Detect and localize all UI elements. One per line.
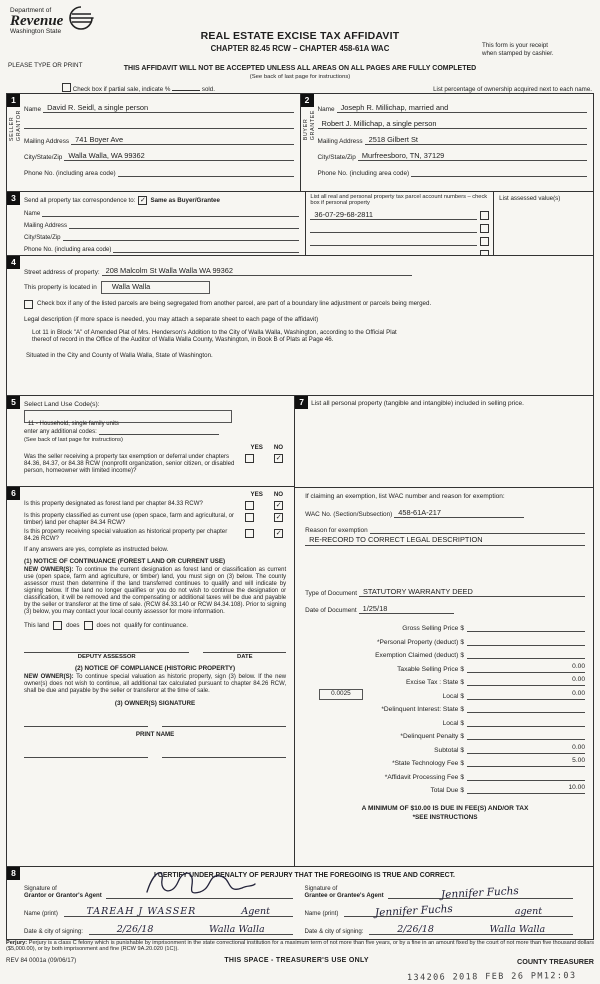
personal-property-box [295,396,593,488]
this-land-label: This land [24,622,50,629]
affidavit-processing-fee-row: *Affidavit Processing Fee $ [305,772,585,781]
reason-value-field[interactable]: RE-RECORD TO CORRECT LEGAL DESCRIPTION [305,535,585,546]
buyer-name-row [318,100,588,113]
seller-name2-row [24,116,294,129]
segregated-label: Check box if any of the listed parcels are being segregated from another parcel, are part of a boundary line adjustment or parcels being merged. [37,300,432,307]
deputy-assessor-label: DEPUTY ASSESSOR [77,654,136,660]
assessed-value-column [494,192,593,255]
current-use-yes-checkbox[interactable] [245,513,254,522]
legal-line-2: thereof of record in the Office of the Auditor of Walla Walla County, Washington, in Book B of Plats at Page 46. [32,336,334,344]
parcel-header: List all real and personal property tax parcel account numbers – check box if personal property [310,194,488,207]
reason-field[interactable] [370,522,585,534]
taxable-selling-price-row: Taxable Selling Price $ 0.00 [397,662,585,673]
buyer-csz-row [318,148,588,161]
grantee-date-row [305,921,574,935]
owner-signature-line-1[interactable] [24,720,148,727]
section-8-number: 8 [7,867,20,880]
corr-mailing-field[interactable] [69,217,299,229]
current-use-question: Is this property classified as current use (open space, farm and agricultural, or timber) land per chapter 84.34 RCW? [24,512,234,526]
does-checkbox[interactable] [53,621,62,630]
seller-name-label: Name [24,106,42,113]
grantee-signature-label: Signature of Grantee or Grantee's Agent [304,885,384,899]
minimum-fee-note: A MINIMUM OF $10.00 IS DUE IN FEE(S) AND/OR TAX [361,805,529,812]
parcel-row-2 [310,223,489,233]
personal-property-checkbox-3[interactable] [480,237,489,246]
deputy-assessor-sign-line[interactable] [24,644,189,653]
seller-csz-label: City/State/Zip [24,154,63,161]
owner-printname-line-2[interactable] [162,751,286,758]
exemption-claimed-field[interactable] [467,649,585,659]
corr-phone-label: Phone No. (including area code) [24,246,112,253]
grantor-date-field[interactable]: 2/26/18 Walla Walla [89,921,293,935]
delinquent-penalty-field[interactable] [467,730,585,740]
grantee-signature-row [304,884,574,902]
section-2-number: 2 [301,94,314,107]
local-tax-row: 0.0025 Local $ 0.00 [305,691,585,700]
historic-boxes [245,528,286,542]
section-1-number: 1 [7,94,20,107]
does-not-checkbox[interactable] [84,621,93,630]
corr-phone-field[interactable] [113,241,299,253]
grantor-date-label: Date & city of signing: [24,928,83,935]
yes-no-header [24,444,286,451]
personal-property-text: List all personal property (tangible and intangible) included in selling price. [311,400,524,407]
historic-yes-checkbox[interactable] [245,529,254,538]
logo-revenue-line: Revenue [10,13,64,29]
corr-name-label: Name [24,210,41,217]
treasurer-stamp: 134206 2018 FEB 26 PM12:03 [406,970,577,984]
section-5-number: 5 [7,396,20,409]
owner-signature-lines [24,720,286,727]
section-4-number: 4 [7,256,20,269]
financial-section [295,396,593,866]
legal-description-text [32,329,585,344]
parcel-number-field[interactable]: 36-07-29-68-2811 [310,210,477,220]
reason-row [305,521,585,534]
corr-phone-row [24,243,299,253]
certify-statement: I CERTIFY UNDER PENALTY OF PERJURY THAT THE FOREGOING IS TRUE AND CORRECT. [154,872,455,879]
money-rows [305,623,585,794]
continuance-lead: NEW OWNER(S): [24,567,74,573]
historic-no-checkbox[interactable]: ✓ [275,530,282,537]
deputy-assessor-col [24,644,189,660]
grantee-signature: Jennifer Fuchs [441,884,520,902]
segregated-row [24,300,585,309]
assessed-value-header: List assessed value(s) [499,195,561,202]
receipt-note-line2: when stamped by cashier. [482,50,554,57]
forest-yes-checkbox[interactable] [245,501,254,510]
no-header-2: NO [273,491,284,498]
corr-csz-row [24,231,299,241]
perjury-lead: Perjury: [6,940,28,946]
buyer-section [300,94,594,191]
historic-question-row [24,528,286,542]
left-column [7,396,295,866]
grantee-name-field[interactable]: Jennifer Fuchs agent [344,903,573,917]
forest-land-question: Is this property designated as forest land per chapter 84.33 RCW? [24,500,203,507]
deputy-date-line[interactable] [203,644,286,653]
please-type-note: PLEASE TYPE OR PRINT [8,62,83,69]
grantee-date-field[interactable]: 2/26/18 Walla Walla [369,921,573,935]
delinquent-interest-local-row: Local $ [305,718,585,727]
signature-columns [24,881,585,935]
buyer-name-label: Name [317,106,335,113]
personal-property-deduct-row: *Personal Property (deduct) $ [305,637,585,646]
buyer-phone-field[interactable] [411,165,587,177]
located-field[interactable]: Walla Walla [101,281,210,294]
forest-land-boxes [245,500,286,510]
personal-property-checkbox-1[interactable] [480,211,489,220]
land-qualify-row [24,621,286,630]
current-use-question-row [24,512,286,526]
compliance-body [24,674,286,695]
state-technology-fee-row: *State Technology Fee $ 5.00 [392,757,585,767]
grantor-date-row [24,921,293,935]
classification-section [7,487,294,866]
continuance-body [24,567,286,616]
seller-phone-label: Phone No. (including area code) [24,170,116,177]
form-revision-number: REV 84 0001a (09/06/17) [6,956,77,964]
middle-sections [7,395,593,866]
subtotal-field[interactable]: 0.00 [467,744,585,754]
logo-dept-line: Department of [10,7,52,14]
grantor-signature-label: Signature of Grantor or Grantor's Agent [24,885,102,899]
partial-sale-option [62,83,215,93]
local-rate-box: 0.0025 [319,689,363,700]
buyer-mailing-row [318,132,588,145]
parcel-column [305,192,494,255]
delinquent-penalty-row: *Delinquent Penalty $ [305,731,585,740]
section-3-number: 3 [7,192,20,205]
buyer-csz-field[interactable]: Murfreesboro, TN, 37129 [358,149,587,161]
exemption-intro: If claiming an exemption, list WAC number and reason for exemption: [305,493,505,500]
partial-sold-label: sold. [201,86,215,93]
grantee-signature-column [305,881,586,935]
delinquent-interest-state-row: *Delinquent Interest: State $ [305,704,585,713]
form-footer [6,940,594,982]
buyer-name-field[interactable]: Joseph R. Millichap, married and [337,101,587,113]
forest-land-question-row [24,500,286,510]
seller-csz-row [24,148,294,161]
seller-name-row [24,100,294,113]
buyer-mailing-label: Mailing Address [317,138,363,145]
doc-type-field[interactable]: STATUTORY WARRANTY DEED [359,585,585,597]
buyer-mailing-field[interactable]: 2518 Gilbert St [365,133,587,145]
seller-mailing-field[interactable]: 741 Boyer Ave [71,133,293,145]
state-technology-fee-field[interactable]: 5.00 [467,757,585,767]
deputy-assessor-row [24,644,286,660]
segregated-checkbox[interactable] [24,300,33,309]
dor-logo-text [10,7,63,35]
send-correspondence-label: Send all property tax correspondence to: [24,197,136,204]
deputy-date-col [203,644,286,660]
seller-section [7,94,300,191]
total-due-row: Total Due $ 10.00 [430,784,585,794]
exemption-and-tax-box [295,488,593,821]
continuance-title: (1) NOTICE OF CONTINUANCE (FOREST LAND OR CURRENT USE) [24,558,226,565]
buyer-name2-row [318,116,588,129]
grantor-signature [142,866,257,898]
parties-section [7,94,593,191]
deputy-date-label: DATE [236,654,253,660]
grantee-signature-line[interactable] [388,884,573,902]
delinquent-interest-state-field[interactable] [467,703,585,713]
treasurer-space-label: THIS SPACE - TREASURER'S USE ONLY [224,956,369,964]
forest-no-checkbox[interactable]: ✓ [275,502,282,509]
corr-csz-label: City/State/Zip [24,234,61,241]
section-6-number: 6 [7,487,20,500]
revenue-swirl-icon [66,4,96,32]
seller-phone-field[interactable] [118,165,294,177]
ownership-note: List percentage of ownership acquired next to each name. [433,86,592,93]
dor-logo [10,7,96,35]
gross-selling-price-field[interactable] [467,622,585,632]
form-title: REAL ESTATE EXCISE TAX AFFIDAVIT [200,30,400,42]
street-address-label: Street address of property: [24,269,100,276]
answers-yes-note: If any answers are yes, complete as instructed below. [24,546,169,553]
county-treasurer-label: COUNTY TREASURER [517,956,594,966]
local-tax-field[interactable]: 0.00 [467,690,585,700]
additional-codes-field[interactable] [99,423,219,435]
title-block [120,30,480,53]
grantee-name-print-label: Name (print) [304,910,339,917]
form-chapter: CHAPTER 82.45 RCW – CHAPTER 458-61A WAC [210,44,390,53]
excise-tax-state-row: Excise Tax : State $ 0.00 [406,676,585,686]
footer-row [6,957,594,966]
seller-mailing-row [24,132,294,145]
buyer-name2-field[interactable]: Robert J. Millichap, a single person [318,117,588,129]
buyer-side-label: BUYER GRANTEE [302,110,316,141]
current-use-no-checkbox[interactable]: ✓ [275,514,282,521]
compliance-text: To continue special valuation as historic property, sign (3) below. If the new owner(s) does not wish to continue, all additional tax calculated pursuant to chapter 84.26 RCW, shall be due and payable by the seller or transferor at the time of sale. [24,674,287,694]
see-instructions-note: *SEE INSTRUCTIONS [412,814,478,821]
seller-side-label: SELLER GRANTOR [9,110,22,142]
print-name-label: PRINT NAME [135,731,175,738]
buyer-phone-label: Phone No. (including area code) [317,170,410,177]
exemption-no-checkbox[interactable]: ✓ [275,455,282,462]
section-7-number: 7 [295,396,308,409]
wac-row [305,505,585,518]
partial-sale-checkbox[interactable] [62,83,71,92]
gross-selling-price-row: Gross Selling Price $ [305,623,585,632]
doc-type-label: Type of Document [305,590,357,597]
seller-name-field[interactable]: David R. Seidl, a single person [43,101,293,113]
wac-field[interactable]: 458-61A-217 [394,506,524,518]
perjury-notice [6,940,594,953]
located-label: This property is located in [24,284,97,291]
owner-printname-line-1[interactable] [24,751,148,758]
partial-sale-label: Check box if partial sale, indicate % [72,86,171,93]
total-due-field[interactable]: 10.00 [467,784,585,794]
same-as-buyer-checkbox[interactable]: ✓ [140,197,146,204]
parcel-number-field-2[interactable] [310,223,477,233]
doc-date-row [305,601,585,614]
land-use-code-field[interactable]: 11 - Household, single family units [24,410,232,423]
owner-printname-lines [24,751,286,758]
corr-mailing-row [24,219,299,229]
correspondence-column [7,192,305,255]
grantee-name-row [304,902,574,920]
receipt-note-line1: This form is your receipt [482,42,549,49]
logo-state-line: Washington State [10,28,62,35]
exemption-claimed-row: Exemption Claimed (deduct) $ [305,650,585,659]
form-header [0,0,600,93]
street-address-row [24,263,585,276]
excise-tax-state-field[interactable]: 0.00 [467,676,585,686]
parcel-row-3 [310,236,489,246]
subtotal-row: Subtotal $ 0.00 [434,743,585,754]
yes-header-2: YES [250,491,263,498]
same-as-buyer-label: Same as Buyer/Grantee [150,197,220,204]
doc-date-label: Date of Document [305,607,357,614]
buyer-phone-row [318,164,588,177]
personal-property-checkbox-2[interactable] [480,224,489,233]
land-use-title: Select Land Use Code(s): [24,401,100,408]
perjury-text: Perjury is a class C felony which is punishable by imprisonment in the state correctional institution for a maximum term of not more than five years, or by a fine in an amount fixed by the court of not more than five thousand dollars ($5,000.00), or by both imprisonment and fine (RCW 9A.20.020 (1C)). [6,940,594,953]
legal-line-1: Lot 11 in Block "A" of Amended Plat of Mrs. Henderson's Addition to the City of Walla Walla, Washington, according to the Official Plat [32,329,397,336]
grantor-name-field[interactable]: TAREAH J WASSER Agent [64,903,293,917]
see-back-note-2: (See back of last page for instructions) [24,437,123,443]
wac-label: WAC No. (Section/Subsection) [305,511,393,518]
compliance-title: (2) NOTICE OF COMPLIANCE (HISTORIC PROPERTY) [75,665,236,672]
property-section [7,255,593,395]
grantor-name-row [24,903,293,917]
partial-percent-field[interactable] [172,83,200,91]
parcel-number-field-3[interactable] [310,236,477,246]
does-not-label: does not [96,622,121,629]
historic-question: Is this property receiving special valuation as historical property per chapter 84.26 RCW? [24,528,228,542]
continuance-text: To continue the current designation as forest land or classification as current use (open space, farm and agriculture, or timber) land, you must sign on (3) below. The county assessor must then determine if the land transferred continues to qualify and will indicate by signing below. If the land no longer qualifies or you do not wish to continue the designation or classification, it will be removed and the compensating or additional taxes will be due and payable by the seller or transferor at the time of sale. (RCW 84.33.140 or RCW 84.34.108). Prior to signing (3) below, you may contact your local county assessor for more information. [24,567,287,615]
exemption-question-boxes [245,453,286,474]
seller-mailing-label: Mailing Address [24,138,70,145]
does-label: does [66,622,80,629]
affidavit-processing-fee-field[interactable] [467,771,585,781]
partial-sale-row [62,83,592,93]
seller-csz-field[interactable]: Walla Walla, WA 99362 [64,149,293,161]
completion-warning: THIS AFFIDAVIT WILL NOT BE ACCEPTED UNLESS ALL AREAS ON ALL PAGES ARE FULLY COMPLETED [123,65,477,72]
send-correspondence-row [24,196,299,205]
yes-header: YES [250,444,263,451]
corr-name-row [24,207,299,217]
doc-type-row [305,584,585,597]
corr-csz-field[interactable] [63,229,300,241]
yes-no-header-2 [24,491,286,498]
parcel-row-1 [310,210,489,220]
doc-date-field[interactable]: 1/25/18 [359,602,454,614]
land-use-section [7,396,294,487]
reason-label: Reason for exemption [305,527,368,534]
tax-correspondence-section [7,191,593,255]
legal-description-label: Legal description (if more space is needed, you may attach a separate sheet to each page of the affidavit) [24,316,319,323]
owner-signature-line-2[interactable] [162,720,286,727]
compliance-lead: NEW OWNER(S): [24,674,74,680]
seller-name2-field[interactable] [24,117,294,129]
grantor-name-print-label: Name (print) [24,910,58,917]
delinquent-interest-local-field[interactable] [467,717,585,727]
seller-phone-row [24,164,294,177]
exemption-question-row [24,453,286,474]
receipt-note [482,42,590,58]
corr-mailing-label: Mailing Address [24,222,68,229]
see-back-note: (See back of last page for instructions) [249,74,351,80]
located-row [24,281,585,294]
current-use-boxes [245,512,286,526]
no-header: NO [273,444,284,451]
owners-signature-title: (3) OWNER(S) SIGNATURE [114,700,196,707]
buyer-csz-label: City/State/Zip [317,154,356,161]
exemption-yes-checkbox[interactable] [245,454,254,463]
taxable-selling-price-field[interactable]: 0.00 [467,663,585,673]
form-body [6,93,594,940]
personal-property-deduct-field[interactable] [467,636,585,646]
corr-name-field[interactable] [42,205,299,217]
grantee-date-label: Date & city of signing: [304,928,364,935]
qualify-label: qualify for continuance. [124,622,188,629]
situated-text: Situated in the City and County of Walla Walla, State of Washington. [26,351,213,359]
additional-codes-label: enter any additional codes: [24,428,97,435]
street-address-field[interactable]: 208 Malcolm St Walla Walla WA 99362 [102,264,412,276]
exemption-question-text: Was the seller receiving a property tax exemption or deferral under chapters 84.36, 84.37, or 84.38 RCW (nonprofit organization, senior citizen, or disabled person, homeowner with limited income)? [24,453,235,474]
